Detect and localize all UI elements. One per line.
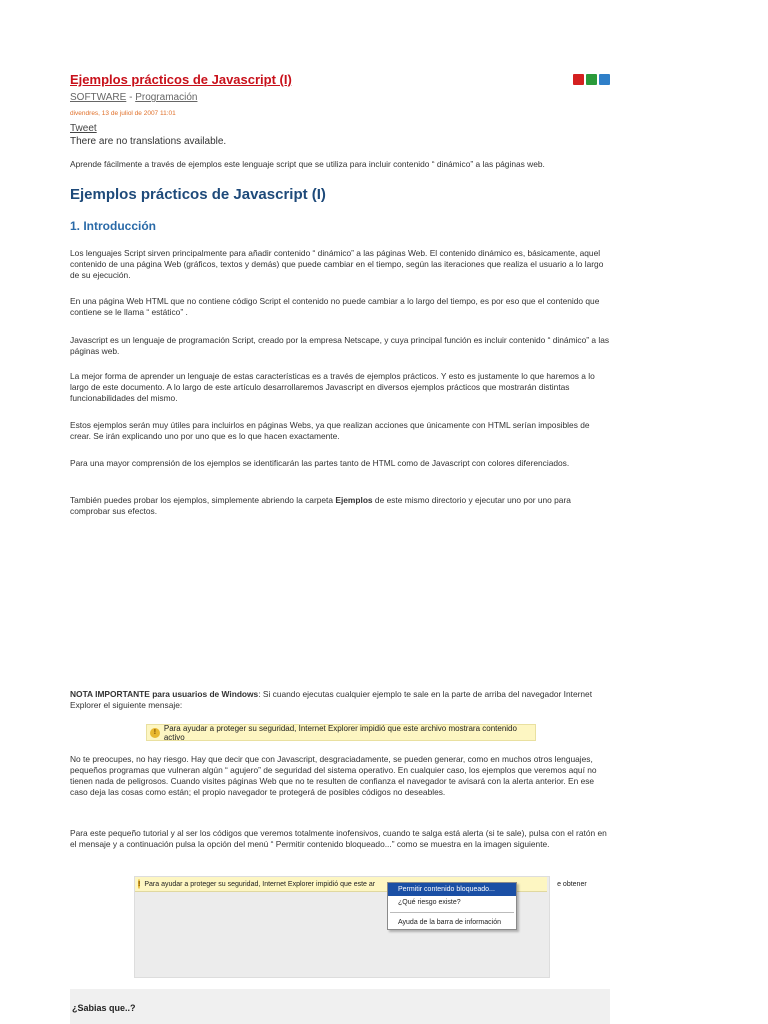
article-date: divendres, 13 de juliol de 2007 11:01 [70,110,176,117]
ie-security-message: Para ayudar a proteger su seguridad, Internet Explorer impidió que este archivo mostrara contenido activo [163,723,517,742]
breadcrumb-separator: - [126,92,136,103]
paragraph-no-te-preocupes: No te preocupes, no hay riesgo. Hay que decir que con Javascript, desgraciadamente, se pueden generar, como en muchos otros lenguajes, pequeños programas que vulneran algún “ agujero” de seguridad del sistema operativo. En cualquier caso, los ejemplos que veremos aquí no tienen nada de peligrosos. Cuando visites páginas Web que no te resulten de confianza el navegador te avisará con la alerta anterior. En ese caso deja las cosas como están; el propio navegador te protegerá de posibles códigos no deseables. [70,754,597,797]
ie-bar-text-tail: e obtener [557,880,587,888]
tweet-link[interactable]: Tweet [70,123,97,134]
print-icon[interactable] [586,74,597,85]
article-title-link[interactable]: Ejemplos prácticos de Javascript (I) [70,72,292,87]
menu-item-permitir: Permitir contenido bloqueado... [388,883,516,896]
shield-icon: ! [138,880,141,888]
paragraph-ejemplos [70,495,610,517]
email-icon[interactable] [599,74,610,85]
ie-security-bar-image [146,724,536,741]
sabias-que-heading: ¿Sabias que..? [72,1003,136,1013]
ie-bar-text: Para ayudar a proteger su seguridad, Internet Explorer impidió que este ar [144,880,376,888]
p7-text: También puedes probar los ejemplos, simplemente abriendo la carpeta [70,495,336,505]
breadcrumb [70,92,197,103]
note-text: : Si cuando ejecutas cualquier ejemplo te sale en la parte de arriba del navegador Internet Explorer el siguiente mensaje: [70,689,593,710]
context-menu [387,882,517,930]
paragraph: Para una mayor comprensión de los ejemplos se identificarán las partes tanto de HTML como de Javascript con colores diferenciados. [70,458,570,468]
paragraph: Estos ejemplos serán muy útiles para incluirlos en páginas Webs, ya que realizan acciones que únicamente con HTML serían imposibles de crear. Se irán explicando uno por uno que es lo que hacen exactamente. [70,420,590,441]
intro-paragraph: Aprende fácilmente a través de ejemplos este lenguaje script que se utiliza para incluir contenido “ dinámico” a las páginas web. [70,159,545,169]
note-label: NOTA IMPORTANTE para usuarios de Windows [70,689,259,699]
paragraph: En una página Web HTML que no contiene código Script el contenido no puede cambiar a lo largo del tiempo, es por eso que el contenido que contiene se le llama “ estático” . [70,296,600,317]
menu-separator [390,912,514,913]
paragraph: Los lenguajes Script sirven principalmente para añadir contenido “ dinámico” a las páginas Web. El contenido dinámico es, básicamente, aquel contenido de una página Web (gráficos, textos y demás) que puede cambiar en el tiempo, según las iteraciones que realiza el usuario a lo largo de su ejecución. [70,248,604,280]
paragraph-para-este: Para este pequeño tutorial y al ser los códigos que veremos totalmente inofensivos, cuando te salga está alerta (si te sale), pulsa con el ratón en el mensaje y a continuación pulsa la opción del menú “ Permitir contenido bloqueado...” como se muestra en la imagen siguiente. [70,828,607,849]
paragraph: Javascript es un lenguaje de programación Script, creado por la empresa Netscape, y cuya principal función es incluir contenido “ dinámico” a las páginas web. [70,335,610,356]
article-tools [573,74,610,85]
article-heading: Ejemplos prácticos de Javascript (I) [70,186,326,203]
ie-menu-screenshot [134,876,587,978]
paragraph: La mejor forma de aprender un lenguaje de estas características es a través de ejemplos prácticos. Y esto es justamente lo que haremos a lo largo de este documento. A lo largo de este artículo desarrollaremos Javascript en diversos ejemplos prácticos que mostrarán distintas funcionabilidades del mismo. [70,371,595,403]
note-paragraph [70,689,610,711]
sabias-que-box [70,989,610,1024]
menu-item-ayuda: Ayuda de la barra de información [398,919,501,926]
no-translations-text: There are no translations available. [70,136,227,147]
breadcrumb-section[interactable]: SOFTWARE [70,92,127,103]
menu-item-riesgo: ¿Qué riesgo existe? [398,899,461,906]
section-heading: 1. Introducción [70,219,157,233]
shield-icon: ! [150,728,160,738]
ejemplos-folder-name: Ejemplos [335,495,373,505]
breadcrumb-category[interactable]: Programación [135,92,198,103]
pdf-icon[interactable] [573,74,584,85]
p7-text-end: de este mismo directorio y ejecutar uno por uno para comprobar sus efectos. [70,495,571,516]
